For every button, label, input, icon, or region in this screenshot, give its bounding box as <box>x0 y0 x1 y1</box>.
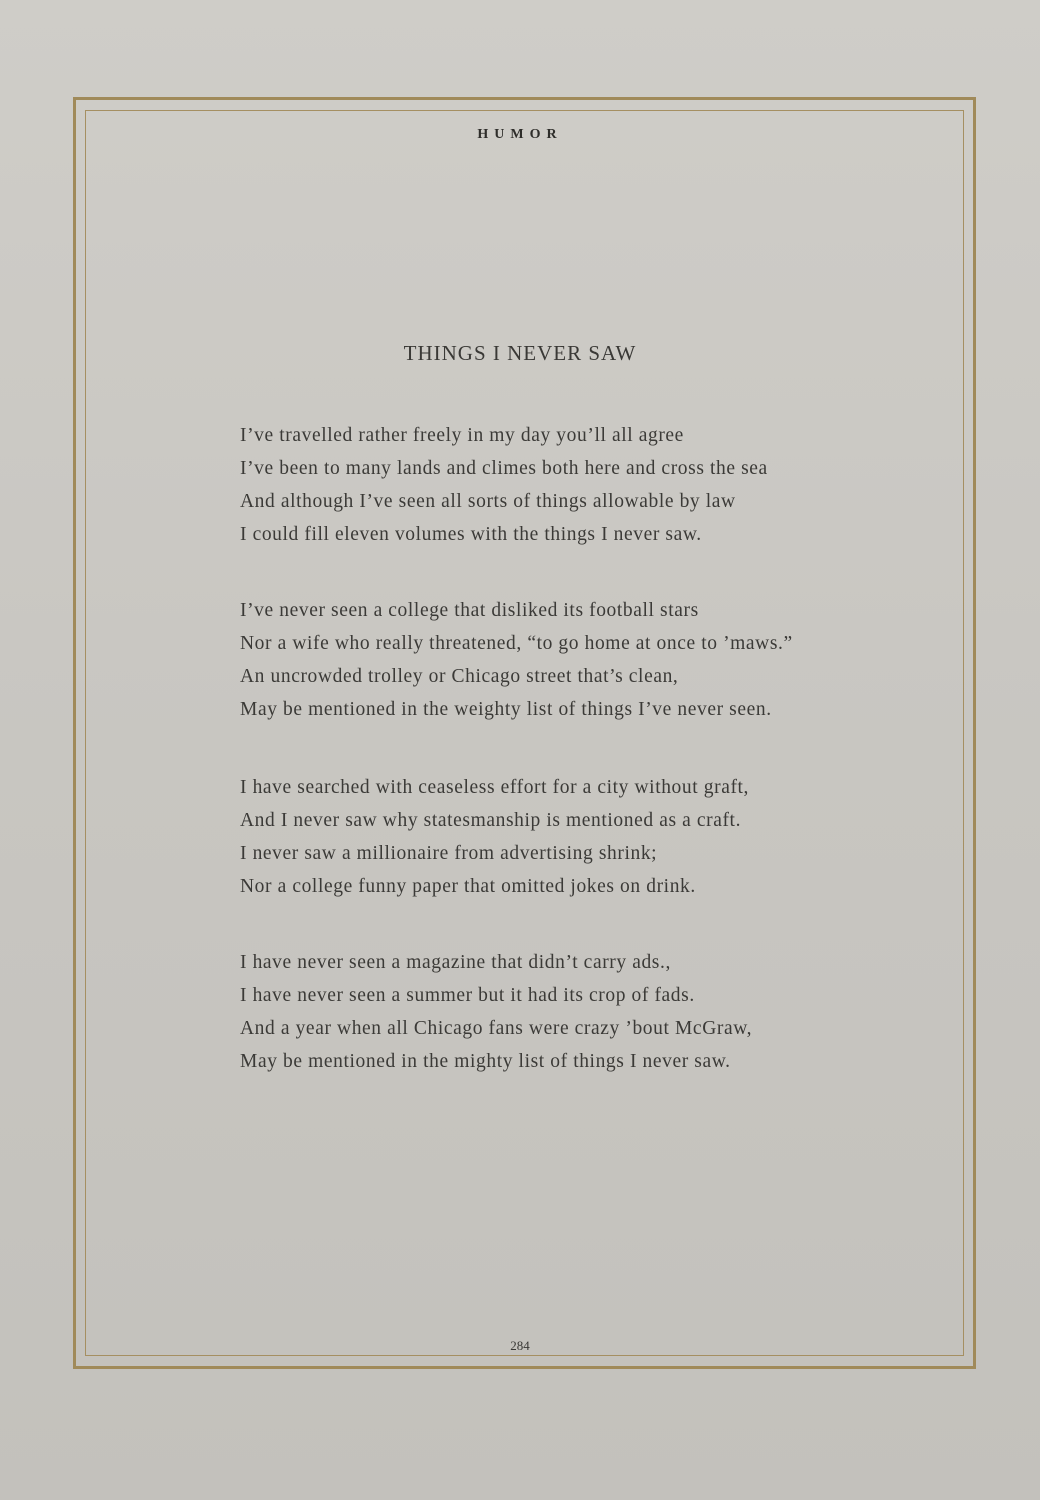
poem-line: I never saw a millionaire from advertising shrink; <box>240 843 658 864</box>
poem-line: And a year when all Chicago fans were crazy ’bout McGraw, <box>240 1018 753 1039</box>
stanza <box>240 946 860 1078</box>
stanza <box>240 771 860 903</box>
stanza <box>240 594 860 726</box>
poem-line: I’ve been to many lands and climes both here and cross the sea <box>240 458 768 479</box>
poem-line: I could fill eleven volumes with the things I never saw. <box>240 524 702 545</box>
poem-line: I have never seen a magazine that didn’t carry ads., <box>240 952 671 973</box>
poem-line: I have never seen a summer but it had its crop of fads. <box>240 985 695 1006</box>
poem-line: And although I’ve seen all sorts of things allowable by law <box>240 491 736 512</box>
poem-line: Nor a wife who really threatened, “to go home at once to ’maws.” <box>240 633 793 654</box>
poem-line: I have searched with ceaseless effort for a city without graft, <box>240 777 750 798</box>
poem-line: May be mentioned in the weighty list of things I’ve never seen. <box>240 699 772 720</box>
poem-title: THINGS I NEVER SAW <box>403 341 637 365</box>
poem-line: An uncrowded trolley or Chicago street that’s clean, <box>240 666 679 687</box>
stanza <box>240 419 860 551</box>
poem-line: May be mentioned in the mighty list of things I never saw. <box>240 1051 731 1072</box>
page-border-inner <box>85 110 964 1356</box>
page-number: 284 <box>510 1338 530 1353</box>
poem-line: And I never saw why statesmanship is mentioned as a craft. <box>240 810 742 831</box>
poem-line: Nor a college funny paper that omitted jokes on drink. <box>240 876 696 897</box>
poem-line: I’ve travelled rather freely in my day you’ll all agree <box>240 425 684 446</box>
running-head: HUMOR <box>477 127 563 142</box>
poem-line: I’ve never seen a college that disliked its football stars <box>240 600 699 621</box>
